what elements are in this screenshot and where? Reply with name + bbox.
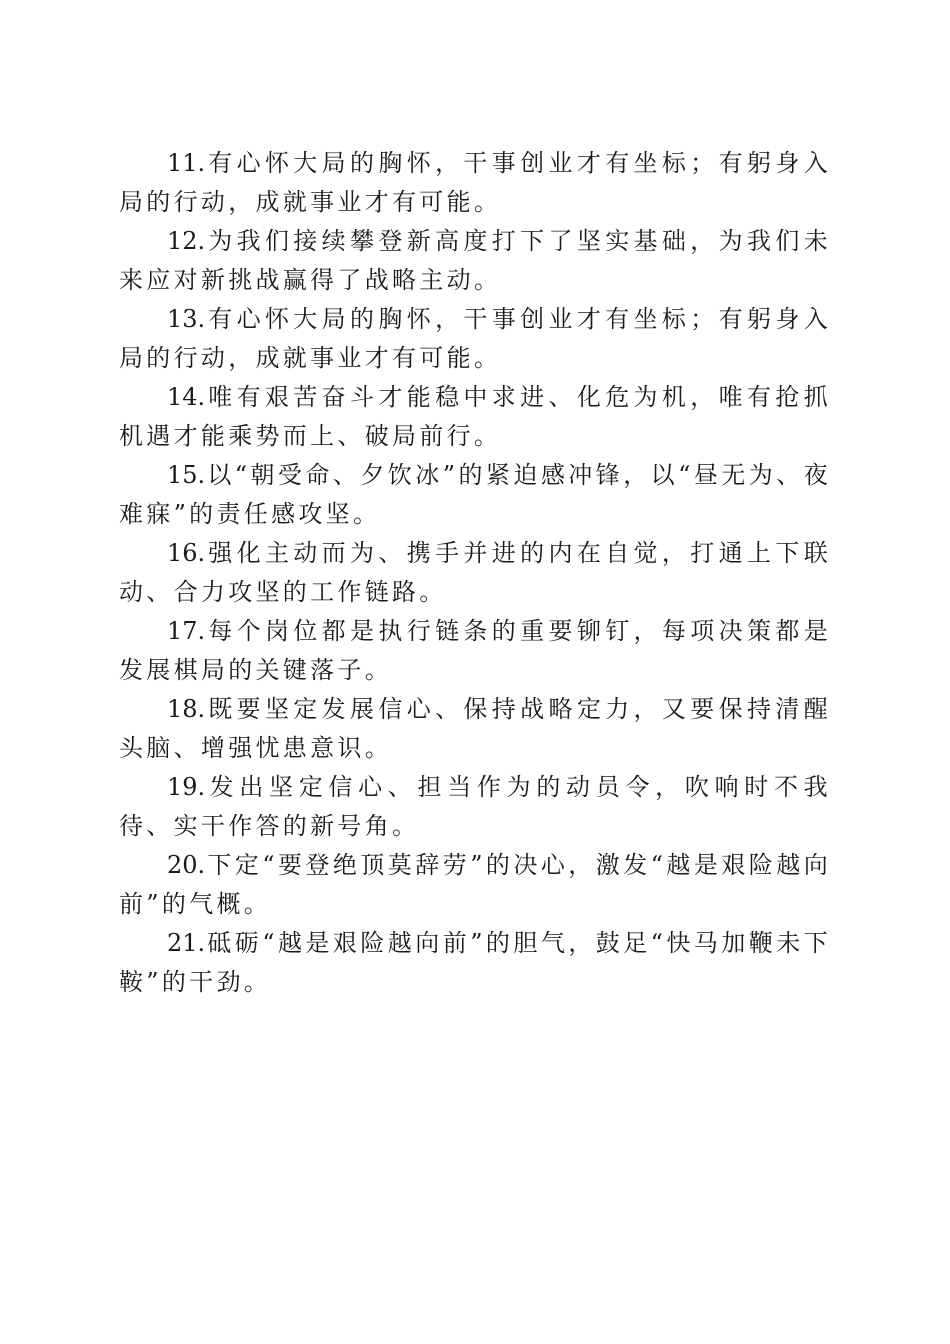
document-body <box>119 144 831 1002</box>
paragraph-11 <box>119 144 831 222</box>
item-text: 以“朝受命、夕饮冰”的紧迫感冲锋，以“昼无为、夜难寐”的责任感攻坚。 <box>119 461 831 528</box>
item-text: 强化主动而为、携手并进的内在自觉，打通上下联动、合力攻坚的工作链路。 <box>119 539 831 606</box>
item-number: 13. <box>167 305 206 333</box>
item-number: 15. <box>167 461 206 489</box>
item-number: 19. <box>167 773 206 801</box>
item-text: 有心怀大局的胸怀，干事创业才有坐标；有躬身入局的行动，成就事业才有可能。 <box>119 149 831 216</box>
item-number: 12. <box>167 227 206 255</box>
item-number: 20. <box>167 851 206 879</box>
paragraph-19 <box>119 768 831 846</box>
item-text: 发出坚定信心、担当作为的动员令，吹响时不我待、实干作答的新号角。 <box>119 773 831 840</box>
item-text: 唯有艰苦奋斗才能稳中求进、化危为机，唯有抢抓机遇才能乘势而上、破局前行。 <box>119 383 831 450</box>
item-number: 17. <box>167 617 206 645</box>
paragraph-15 <box>119 456 831 534</box>
item-number: 14. <box>167 383 206 411</box>
item-text: 为我们接续攀登新高度打下了坚实基础，为我们未来应对新挑战赢得了战略主动。 <box>119 227 831 294</box>
paragraph-12 <box>119 222 831 300</box>
paragraph-21 <box>119 924 831 1002</box>
item-number: 18. <box>167 695 206 723</box>
paragraph-18 <box>119 690 831 768</box>
item-text: 每个岗位都是执行链条的重要铆钉，每项决策都是发展棋局的关键落子。 <box>119 617 831 684</box>
paragraph-14 <box>119 378 831 456</box>
item-number: 11. <box>167 149 206 177</box>
item-number: 21. <box>167 929 206 957</box>
item-text: 下定“要登绝顶莫辞劳”的决心，激发“越是艰险越向前”的气概。 <box>119 851 831 918</box>
item-text: 有心怀大局的胸怀，干事创业才有坐标；有躬身入局的行动，成就事业才有可能。 <box>119 305 831 372</box>
paragraph-16 <box>119 534 831 612</box>
paragraph-17 <box>119 612 831 690</box>
item-text: 既要坚定发展信心、保持战略定力，又要保持清醒头脑、增强忧患意识。 <box>119 695 831 762</box>
item-text: 砥砺“越是艰险越向前”的胆气，鼓足“快马加鞭未下鞍”的干劲。 <box>119 929 831 996</box>
paragraph-20 <box>119 846 831 924</box>
paragraph-13 <box>119 300 831 378</box>
item-number: 16. <box>167 539 206 567</box>
